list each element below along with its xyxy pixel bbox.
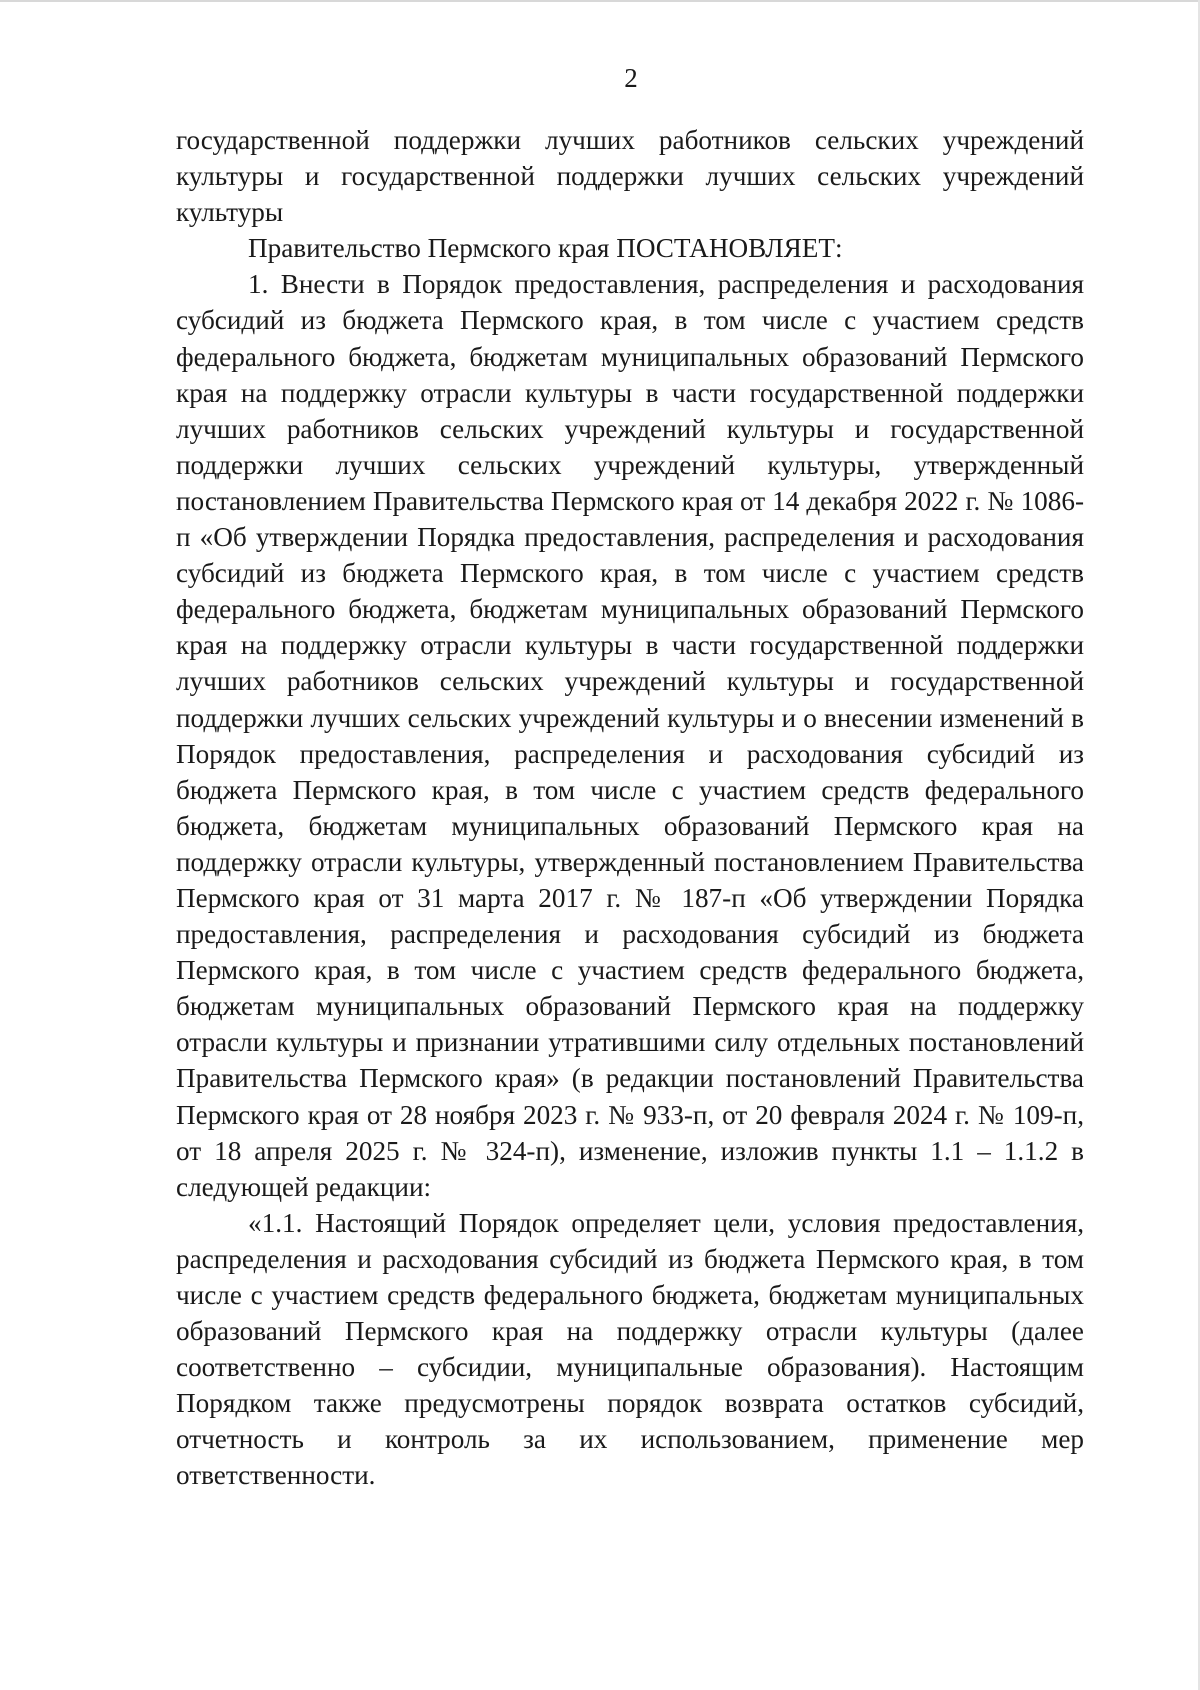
page-number: 2 bbox=[624, 63, 638, 93]
paragraph-resolves: Правительство Пермского края ПОСТАНОВЛЯЕТ: bbox=[248, 233, 843, 264]
paragraph-title-continuation: государственной поддержки лучших работников сельских учреждений культуры и государственной поддержки лучших сельских учреждений культуры bbox=[176, 125, 1084, 228]
paragraph-item-1: 1. Внести в Порядок предоставления, распределения и расходования субсидий из бюджета Пермского края, в том числе с участием средств федерального бюджета, бюджетам муниципальных образований Пермского края на поддержку отрасли культуры в части государственной поддержки лучших работников сельских учреждений культуры и государственной поддержки лучших сельских учреждений культуры, утвержденный постановлением Правительства Пермского края от 14 декабря 2022 г. № 1086-п «Об утверждении Порядка предоставления, распределения и расходования субсидий из бюджета Пермского края, в том числе с участием средств федерального бюджета, бюджетам муниципальных образований Пермского края на поддержку отрасли культуры в части государственной поддержки лучших работников сельских учреждений культуры и государственной поддержки лучших сельских учреждений культуры и о внесении изменений в Порядок предоставления, распределения и расходования субсидий из бюджета Пермского края, в том числе с участием средств федерального бюджета, бюджетам муниципальных образований Пермского края на поддержку отрасли культуры, утвержденный постановлением Правительства Пермского края от 31 марта 2017 г. № 187-п «Об утверждении Порядка предоставления, распределения и расходования субсидий из бюджета Пермского края, в том числе с участием средств федерального бюджета, бюджетам муниципальных образований Пермского края на поддержку отрасли культуры и признании утратившими силу отдельных постановлений Правительства Пермского края» (в редакции постановлений Правительства Пермского края от 28 ноября 2023 г. № 933-п, от 20 февраля 2024 г. № 109-п, от 18 апреля 2025 г. № 324-п), изменение, изложив пункты 1.1 – 1.1.2 в следующей редакции: bbox=[176, 269, 1084, 1202]
paragraph-item-1-1: «1.1. Настоящий Порядок определяет цели, условия предоставления, распределения и расходования субсидий из бюджета Пермского края, в том числе с участием средств федерального бюджета, бюджетам муниципальных образований Пермского края на поддержку отрасли культуры (далее соответственно – субсидии, муниципальные образования). Настоящим Порядком также предусмотрены порядок возврата остатков субсидий, отчетность и контроль за их использованием, применение мер ответственности. bbox=[176, 1207, 1084, 1491]
page-top-edge bbox=[0, 0, 1200, 2]
document-body bbox=[176, 122, 1084, 1494]
